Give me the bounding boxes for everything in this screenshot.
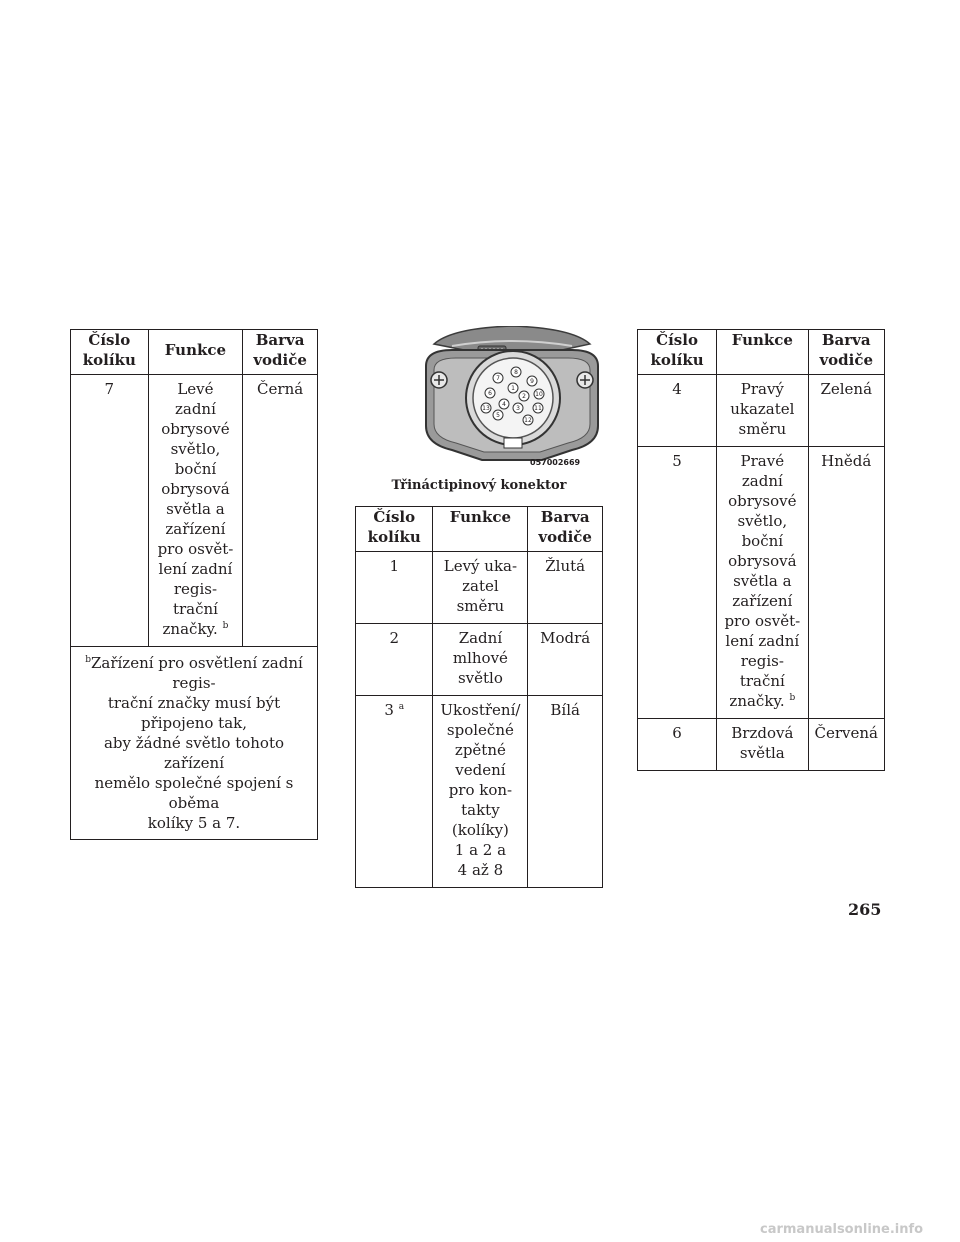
- function-cell: Pravý ukazatel směru: [717, 375, 808, 447]
- svg-text:6: 6: [488, 390, 492, 397]
- svg-text:3: 3: [516, 405, 520, 412]
- table-header-row: [356, 507, 603, 552]
- pin-cell: 6: [638, 719, 717, 771]
- svg-text:2: 2: [522, 393, 526, 400]
- color-cell: Bílá: [528, 696, 603, 888]
- header-color: Barva vodiče: [808, 330, 885, 375]
- header-pin: Číslo kolíku: [356, 507, 433, 552]
- pin-table-left: [70, 329, 318, 840]
- pin-marker: [485, 388, 495, 398]
- header-pin: Číslo kolíku: [71, 330, 149, 375]
- table-header-row: [638, 330, 885, 375]
- header-color: Barva vodiče: [528, 507, 603, 552]
- table-row: [638, 719, 885, 771]
- pin-marker: [493, 410, 503, 420]
- color-cell: Žlutá: [528, 552, 603, 624]
- color-cell: Modrá: [528, 624, 603, 696]
- color-cell: Hnědá: [808, 447, 885, 719]
- svg-text:13: 13: [482, 405, 490, 412]
- pin-cell: 1: [356, 552, 433, 624]
- footnote-row: [71, 647, 318, 840]
- svg-text:4: 4: [502, 401, 506, 408]
- pin-cell: 3 $^a$: [356, 696, 433, 888]
- pin-cell: 2: [356, 624, 433, 696]
- pin-marker: [523, 415, 533, 425]
- pin-marker: [511, 367, 521, 377]
- table-header-row: [71, 330, 318, 375]
- figure-code: 057002669: [530, 458, 581, 467]
- color-cell: Černá: [243, 375, 318, 647]
- svg-text:9: 9: [530, 378, 534, 385]
- pin-cell: 7: [71, 375, 149, 647]
- color-cell: Červená: [808, 719, 885, 771]
- svg-text:8: 8: [514, 369, 518, 376]
- page-number: 265: [848, 900, 882, 919]
- function-cell: Levé zadní obrysové světlo, boční obrysová světla a zařízení pro osvět- lení zadní regis- trační značky. $^b$: [148, 375, 243, 647]
- pin-table-right: [637, 329, 885, 771]
- pin-marker: [499, 399, 509, 409]
- pin-marker: [527, 376, 537, 386]
- table-row: [356, 624, 603, 696]
- pin-marker: [519, 391, 529, 401]
- header-function: Funkce: [717, 330, 808, 375]
- svg-text:5: 5: [496, 412, 500, 419]
- pin-marker: [481, 403, 491, 413]
- header-function: Funkce: [148, 330, 243, 375]
- svg-text:7: 7: [496, 375, 500, 382]
- pin-marker: [513, 403, 523, 413]
- pin-marker: [493, 373, 503, 383]
- header-color: Barva vodiče: [243, 330, 318, 375]
- table-row: [356, 696, 603, 888]
- pin-marker: [533, 403, 543, 413]
- pin-cell: 4: [638, 375, 717, 447]
- footnote: $^b$Zařízení pro osvětlení zadní regis- trační značky musí být připojeno tak, aby žádné světlo tohoto zařízení nemělo společné spojení s oběma kolíky 5 a 7.: [71, 647, 318, 840]
- table-row: [71, 375, 318, 647]
- function-cell: Levý uka- zatel směru: [433, 552, 528, 624]
- pin-table-middle: [355, 506, 603, 888]
- table-row: [638, 375, 885, 447]
- function-cell: Ukostření/ společné zpětné vedení pro kon- takty (kolíky) 1 a 2 a 4 až 8: [433, 696, 528, 888]
- header-function: Funkce: [433, 507, 528, 552]
- function-cell: Brzdová světla: [717, 719, 808, 771]
- watermark: carmanualsonline.info: [760, 1222, 924, 1237]
- svg-text:12: 12: [524, 417, 532, 424]
- connector-illustration: [412, 326, 617, 474]
- pin-cell: 5: [638, 447, 717, 719]
- svg-text:10: 10: [535, 391, 543, 398]
- svg-text:1: 1: [511, 385, 515, 392]
- header-pin: Číslo kolíku: [638, 330, 717, 375]
- pin-marker: [534, 389, 544, 399]
- svg-text:11: 11: [534, 405, 542, 412]
- table-row: [356, 552, 603, 624]
- function-cell: Zadní mlhové světlo: [433, 624, 528, 696]
- color-cell: Zelená: [808, 375, 885, 447]
- pin-marker: [508, 383, 518, 393]
- function-cell: Pravé zadní obrysové světlo, boční obrysová světla a zařízení pro osvět- lení zadní regis- trační značky. $^b$: [717, 447, 808, 719]
- table-row: [638, 447, 885, 719]
- figure-caption: Třináctipinový konektor: [391, 478, 567, 493]
